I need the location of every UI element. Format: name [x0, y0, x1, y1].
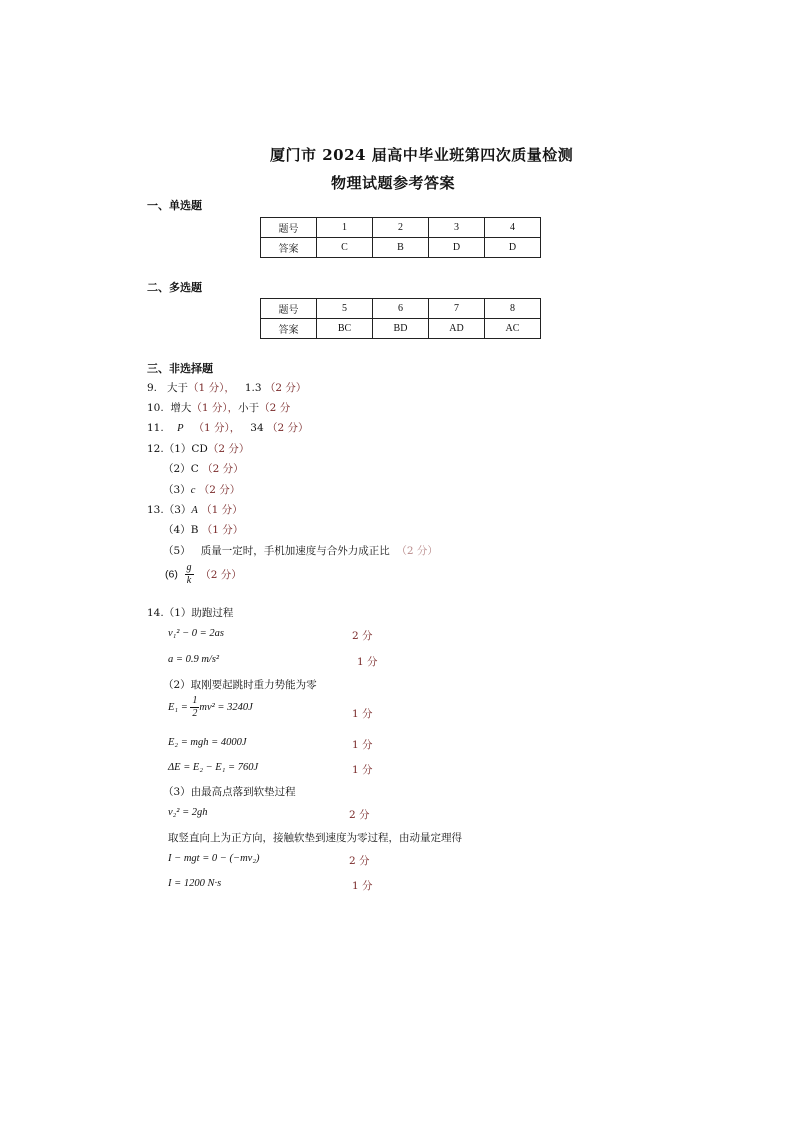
question-number: 14.	[147, 607, 164, 619]
part-label: （5）	[163, 545, 191, 557]
document-title: 厦门市 2024 届高中毕业班第四次质量检测	[270, 146, 574, 164]
answer-line-q10	[147, 400, 290, 415]
equation-1-score: 2 分	[352, 630, 373, 642]
equation-7: I − mgt = 0 − (−mv₂)	[168, 853, 260, 864]
answer-text: 大于	[167, 382, 189, 394]
table-row-label: 题号	[261, 218, 317, 238]
table-cell: BC	[317, 319, 373, 339]
equation-4-score: 1 分	[352, 739, 373, 751]
table-row-label: 答案	[261, 238, 317, 258]
table-cell: D	[429, 238, 485, 258]
equation-5-score: 1 分	[352, 764, 373, 776]
equation-6-score: 2 分	[349, 809, 370, 821]
table-cell: B	[373, 238, 429, 258]
answer-line-q13-5	[163, 543, 438, 558]
equation-3-score: 1 分	[352, 708, 373, 720]
fraction-numerator: g	[186, 562, 192, 573]
part-label: （1）	[163, 443, 192, 455]
table-row	[261, 319, 541, 339]
answer-line-q13-3	[147, 502, 243, 517]
fraction-numerator: 1	[192, 695, 198, 706]
table-cell: 7	[429, 299, 485, 319]
part-label: （2）	[163, 463, 191, 475]
part-label: （3）	[163, 504, 192, 516]
single-choice-answer-table	[260, 217, 541, 258]
answer-text: c	[190, 485, 196, 496]
equation-6: v₂² = 2gh	[168, 807, 208, 818]
equation-2: a = 0.9 m/s²	[168, 654, 220, 665]
table-row-label: 题号	[261, 299, 317, 319]
table-cell: 6	[373, 299, 429, 319]
equation-3-rhs: mv² = 3240J	[199, 702, 253, 713]
answer-text: 34	[250, 422, 264, 434]
question-number: 10.	[147, 402, 164, 414]
equation-3-lhs: E₁ =	[168, 702, 188, 713]
answer-line-q9	[147, 380, 306, 395]
answer-text: A	[191, 505, 198, 516]
equation-5: ΔE = E₂ − E₁ = 760J	[168, 762, 259, 773]
answer-line-q14-3: （3）由最高点落到软垫过程	[163, 786, 296, 798]
score-text: （2 分）	[267, 422, 309, 434]
table-cell: D	[485, 238, 541, 258]
answer-text: CD	[191, 443, 208, 455]
equation-3	[168, 696, 253, 719]
table-cell: 5	[317, 299, 373, 319]
fraction-g-over-k	[185, 563, 194, 586]
explanation-note: 取竖直向上为正方向，接触软垫到速度为零过程，由动量定理得	[168, 832, 462, 844]
score-text: （2 分）	[264, 382, 307, 394]
answer-line-q12-2	[163, 461, 244, 476]
table-cell: 1	[317, 218, 373, 238]
equation-4: E₂ = mgh = 4000J	[168, 737, 247, 748]
score-text: （1 分），	[193, 422, 241, 434]
answer-line-q13-6	[165, 563, 242, 586]
score-text: （1 分），	[188, 382, 235, 394]
table-cell: C	[317, 238, 373, 258]
answer-text: 小于	[238, 402, 260, 414]
part-label: (6)	[165, 568, 178, 581]
multi-choice-answer-table	[260, 298, 541, 339]
score-text: （2 分）	[200, 569, 242, 581]
table-row	[261, 238, 541, 258]
table-cell: AC	[485, 319, 541, 339]
part-label: （1）助跑过程	[163, 607, 234, 619]
table-row	[261, 299, 541, 319]
score-text: （1 分）	[201, 504, 243, 516]
equation-7-score: 2 分	[349, 855, 370, 867]
score-text: （2 分）	[207, 443, 250, 455]
answer-line-q11	[147, 420, 309, 435]
question-number: 11.	[147, 422, 164, 434]
document-subtitle: 物理试题参考答案	[331, 174, 456, 192]
answer-line-q12-1	[147, 441, 249, 456]
score-text: （1 分），	[191, 402, 239, 414]
table-cell: 8	[485, 299, 541, 319]
question-number: 9.	[147, 382, 158, 394]
table-cell: 3	[429, 218, 485, 238]
answer-text: C	[190, 463, 199, 475]
question-number: 12.	[147, 443, 164, 455]
table-cell: AD	[429, 319, 485, 339]
answer-line-q14-2: （2）取刚要起跳时重力势能为零	[163, 679, 317, 691]
question-number: 13.	[147, 504, 164, 516]
answer-text: 质量一定时，手机加速度与合外力成正比	[200, 545, 390, 557]
answer-line-q13-4	[163, 522, 243, 537]
part-label: （4）	[163, 524, 191, 536]
answer-line-q14-1	[147, 605, 233, 620]
answer-line-q12-3	[163, 482, 240, 497]
table-row-label: 答案	[261, 319, 317, 339]
score-text: （2 分）	[202, 463, 244, 475]
table-cell: 2	[373, 218, 429, 238]
section-heading-single-choice: 一、单选题	[147, 199, 202, 212]
answer-text: P	[177, 423, 184, 434]
equation-2-score: 1 分	[357, 656, 378, 668]
score-text: （2 分）	[198, 484, 241, 496]
section-heading-multi-choice: 二、多选题	[147, 281, 202, 294]
score-text: （1 分）	[201, 524, 244, 536]
table-cell: BD	[373, 319, 429, 339]
answer-text: 1.3	[244, 382, 262, 394]
table-row	[261, 218, 541, 238]
answer-text: 增大	[170, 402, 192, 414]
fraction-denominator: k	[186, 575, 192, 586]
equation-8-score: 1 分	[352, 880, 373, 892]
score-text: （2 分）	[396, 545, 438, 557]
table-cell: 4	[485, 218, 541, 238]
equation-8: I = 1200 N·s	[168, 878, 222, 889]
equation-1: v₁² − 0 = 2as	[168, 628, 224, 639]
answer-text: B	[190, 524, 199, 536]
section-heading-non-choice: 三、非选择题	[147, 362, 213, 375]
score-text: （2 分	[259, 402, 291, 414]
fraction-denominator: 2	[192, 708, 198, 719]
part-label: （3）	[163, 484, 191, 496]
